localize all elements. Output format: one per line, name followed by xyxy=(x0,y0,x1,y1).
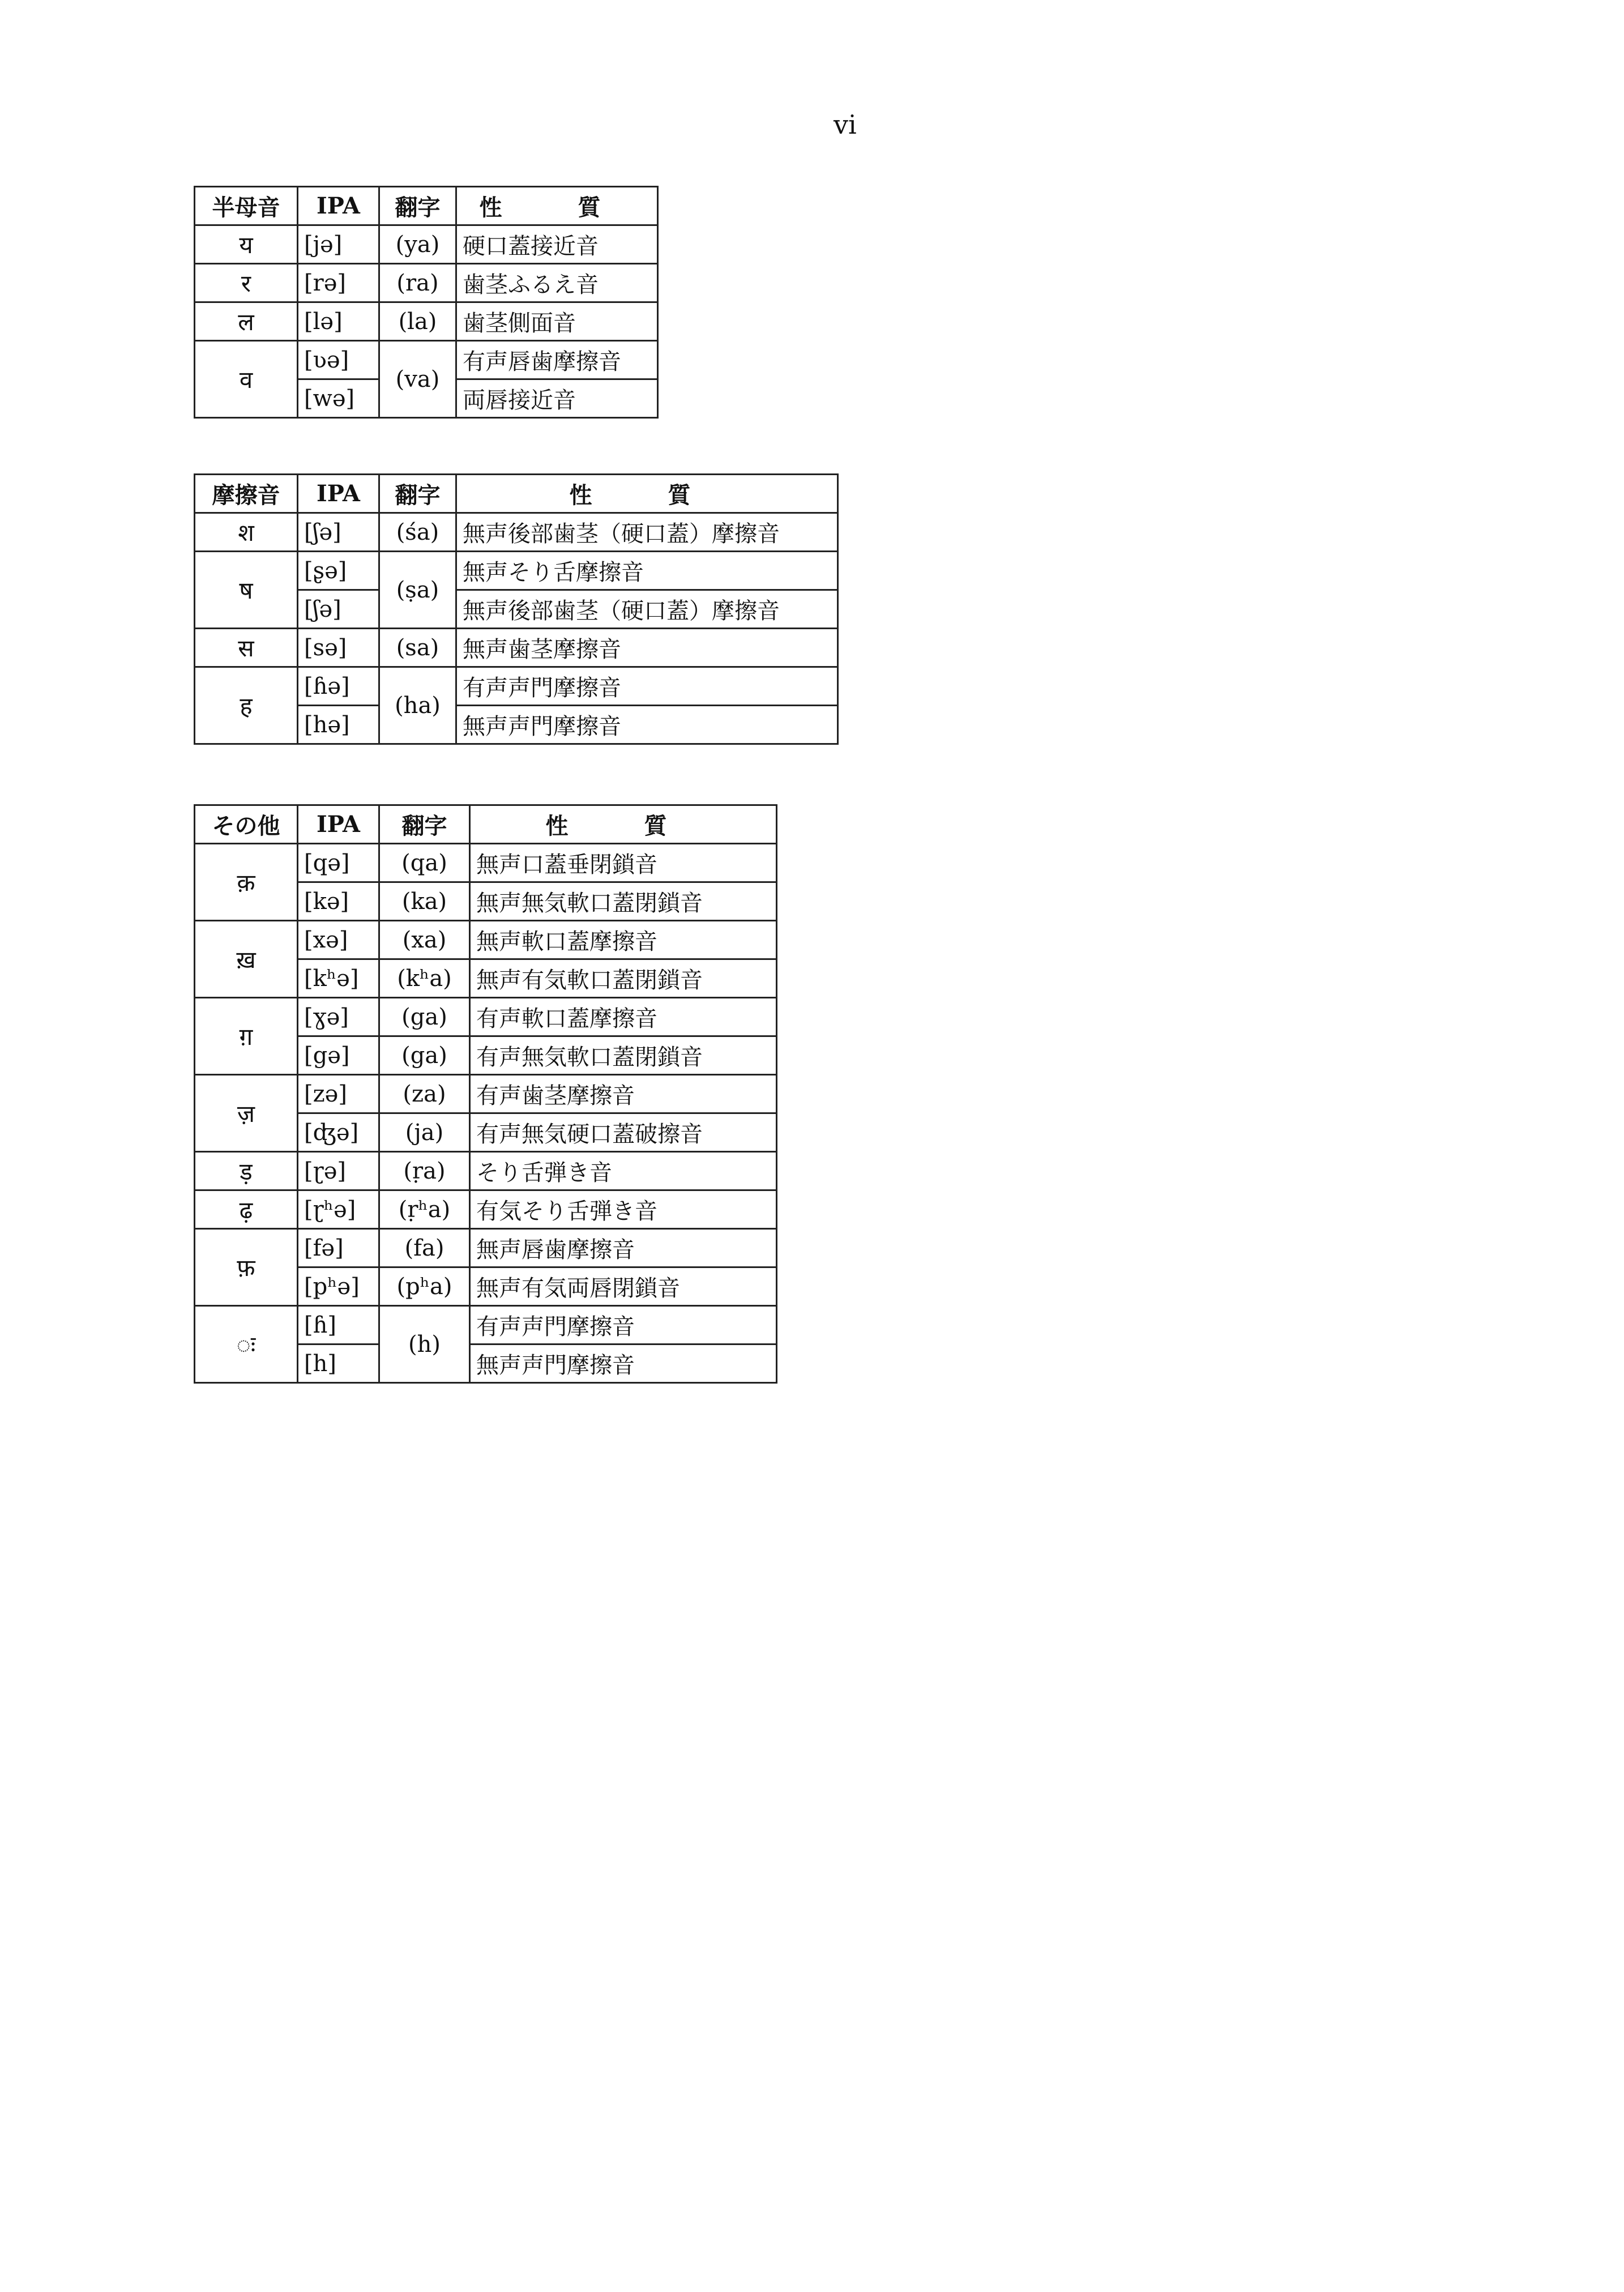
devanagari-char: ह xyxy=(195,667,298,744)
transliteration-cell: (la) xyxy=(379,302,456,341)
ipa-cell: [ɦ] xyxy=(298,1306,379,1345)
ipa-cell: [hə] xyxy=(298,706,379,744)
property-cell: 無声軟口蓋摩擦音 xyxy=(470,921,777,959)
ipa-cell: [gə] xyxy=(298,1036,379,1075)
table-row xyxy=(195,1306,777,1345)
header-transliteration: 翻字 xyxy=(379,475,456,513)
property-cell: 硬口蓋接近音 xyxy=(456,225,658,264)
semivowel-table xyxy=(194,186,659,419)
table-row xyxy=(195,225,658,264)
transliteration-cell: (sa) xyxy=(379,629,456,667)
ipa-cell: [wə] xyxy=(298,379,379,418)
property-cell: 無声声門摩擦音 xyxy=(470,1345,777,1383)
property-cell: 有声歯茎摩擦音 xyxy=(470,1075,777,1113)
header-category: その他 xyxy=(195,805,298,844)
header-category: 半母音 xyxy=(195,187,298,225)
header-transliteration: 翻字 xyxy=(379,187,456,225)
header-category: 摩擦音 xyxy=(195,475,298,513)
devanagari-char: स xyxy=(195,629,298,667)
property-cell: 有声唇歯摩擦音 xyxy=(456,341,658,379)
devanagari-char: ष xyxy=(195,552,298,629)
ipa-cell: [jə] xyxy=(298,225,379,264)
header-property: 性 質 xyxy=(456,187,658,225)
devanagari-char: ड़ xyxy=(195,1152,298,1190)
property-cell: 無声声門摩擦音 xyxy=(456,706,838,744)
header-ipa: IPA xyxy=(298,187,379,225)
table-header-row xyxy=(195,805,777,844)
table-row xyxy=(195,1190,777,1229)
transliteration-cell: (ha) xyxy=(379,667,456,744)
ipa-cell: [kʰə] xyxy=(298,959,379,998)
table-row xyxy=(195,513,838,552)
header-property: 性 質 xyxy=(470,805,777,844)
table-row xyxy=(195,844,777,882)
devanagari-char: क़ xyxy=(195,844,298,921)
ipa-cell: [ɽə] xyxy=(298,1152,379,1190)
devanagari-char: ल xyxy=(195,302,298,341)
table-header-row xyxy=(195,187,658,225)
table-row xyxy=(195,1075,777,1113)
transliteration-cell: (ṛa) xyxy=(379,1152,470,1190)
transliteration-cell: (fa) xyxy=(379,1229,470,1267)
transliteration-cell: (ra) xyxy=(379,264,456,302)
ipa-cell: [ʃə] xyxy=(298,513,379,552)
ipa-cell: [ʂə] xyxy=(298,552,379,590)
transliteration-cell: (ṛʰa) xyxy=(379,1190,470,1229)
ipa-cell: [pʰə] xyxy=(298,1267,379,1306)
devanagari-char: ख़ xyxy=(195,921,298,998)
table-row xyxy=(195,302,658,341)
devanagari-char: ढ़ xyxy=(195,1190,298,1229)
property-cell: そり舌弾き音 xyxy=(470,1152,777,1190)
transliteration-cell: (pʰa) xyxy=(379,1267,470,1306)
transliteration-cell: (ka) xyxy=(379,882,470,921)
property-cell: 有声無気硬口蓋破擦音 xyxy=(470,1113,777,1152)
ipa-cell: [ɦə] xyxy=(298,667,379,706)
property-cell: 無声有気両唇閉鎖音 xyxy=(470,1267,777,1306)
ipa-cell: [kə] xyxy=(298,882,379,921)
ipa-cell: [ʃə] xyxy=(298,590,379,629)
transliteration-cell: (kʰa) xyxy=(379,959,470,998)
header-ipa: IPA xyxy=(298,475,379,513)
devanagari-char: र xyxy=(195,264,298,302)
devanagari-char: श xyxy=(195,513,298,552)
devanagari-char: फ़ xyxy=(195,1229,298,1306)
ipa-cell: [zə] xyxy=(298,1075,379,1113)
ipa-cell: [ʋə] xyxy=(298,341,379,379)
transliteration-cell: (h) xyxy=(379,1306,470,1383)
ipa-cell: [rə] xyxy=(298,264,379,302)
table-row xyxy=(195,629,838,667)
property-cell: 無声唇歯摩擦音 xyxy=(470,1229,777,1267)
table-row xyxy=(195,264,658,302)
transliteration-cell: (qa) xyxy=(379,844,470,882)
devanagari-char: ज़ xyxy=(195,1075,298,1152)
property-cell: 無声後部歯茎（硬口蓋）摩擦音 xyxy=(456,513,838,552)
table-row xyxy=(195,921,777,959)
devanagari-char: य xyxy=(195,225,298,264)
table-row xyxy=(195,1152,777,1190)
header-ipa: IPA xyxy=(298,805,379,844)
ipa-cell: [ɣə] xyxy=(298,998,379,1036)
property-cell: 歯茎ふるえ音 xyxy=(456,264,658,302)
transliteration-cell: (ja) xyxy=(379,1113,470,1152)
fricative-table xyxy=(194,473,839,745)
ipa-cell: [ʤə] xyxy=(298,1113,379,1152)
devanagari-char: व xyxy=(195,341,298,418)
devanagari-char: ः xyxy=(195,1306,298,1383)
property-cell: 有声軟口蓋摩擦音 xyxy=(470,998,777,1036)
devanagari-char: ग़ xyxy=(195,998,298,1075)
property-cell: 無声歯茎摩擦音 xyxy=(456,629,838,667)
property-cell: 有声声門摩擦音 xyxy=(456,667,838,706)
page-number: vi xyxy=(834,109,857,140)
transliteration-cell: (xa) xyxy=(379,921,470,959)
transliteration-cell: (za) xyxy=(379,1075,470,1113)
property-cell: 有気そり舌弾き音 xyxy=(470,1190,777,1229)
transliteration-cell: (va) xyxy=(379,341,456,418)
ipa-cell: [fə] xyxy=(298,1229,379,1267)
property-cell: 有声無気軟口蓋閉鎖音 xyxy=(470,1036,777,1075)
header-transliteration: 翻字 xyxy=(379,805,470,844)
table-row xyxy=(195,341,658,379)
property-cell: 両唇接近音 xyxy=(456,379,658,418)
property-cell: 無声後部歯茎（硬口蓋）摩擦音 xyxy=(456,590,838,629)
property-cell: 有声声門摩擦音 xyxy=(470,1306,777,1345)
property-cell: 無声無気軟口蓋閉鎖音 xyxy=(470,882,777,921)
table-row xyxy=(195,667,838,706)
table-row xyxy=(195,1229,777,1267)
transliteration-cell: (ṣa) xyxy=(379,552,456,629)
transliteration-cell: (ga) xyxy=(379,998,470,1036)
transliteration-cell: (śa) xyxy=(379,513,456,552)
transliteration-cell: (ya) xyxy=(379,225,456,264)
ipa-cell: [sə] xyxy=(298,629,379,667)
ipa-cell: [h] xyxy=(298,1345,379,1383)
transliteration-cell: (ga) xyxy=(379,1036,470,1075)
ipa-cell: [ɽʰə] xyxy=(298,1190,379,1229)
other-consonant-table xyxy=(194,804,777,1384)
ipa-cell: [xə] xyxy=(298,921,379,959)
header-property: 性 質 xyxy=(456,475,838,513)
table-row xyxy=(195,998,777,1036)
property-cell: 歯茎側面音 xyxy=(456,302,658,341)
ipa-cell: [qə] xyxy=(298,844,379,882)
table-header-row xyxy=(195,475,838,513)
property-cell: 無声有気軟口蓋閉鎖音 xyxy=(470,959,777,998)
table-row xyxy=(195,552,838,590)
property-cell: 無声口蓋垂閉鎖音 xyxy=(470,844,777,882)
property-cell: 無声そり舌摩擦音 xyxy=(456,552,838,590)
ipa-cell: [lə] xyxy=(298,302,379,341)
